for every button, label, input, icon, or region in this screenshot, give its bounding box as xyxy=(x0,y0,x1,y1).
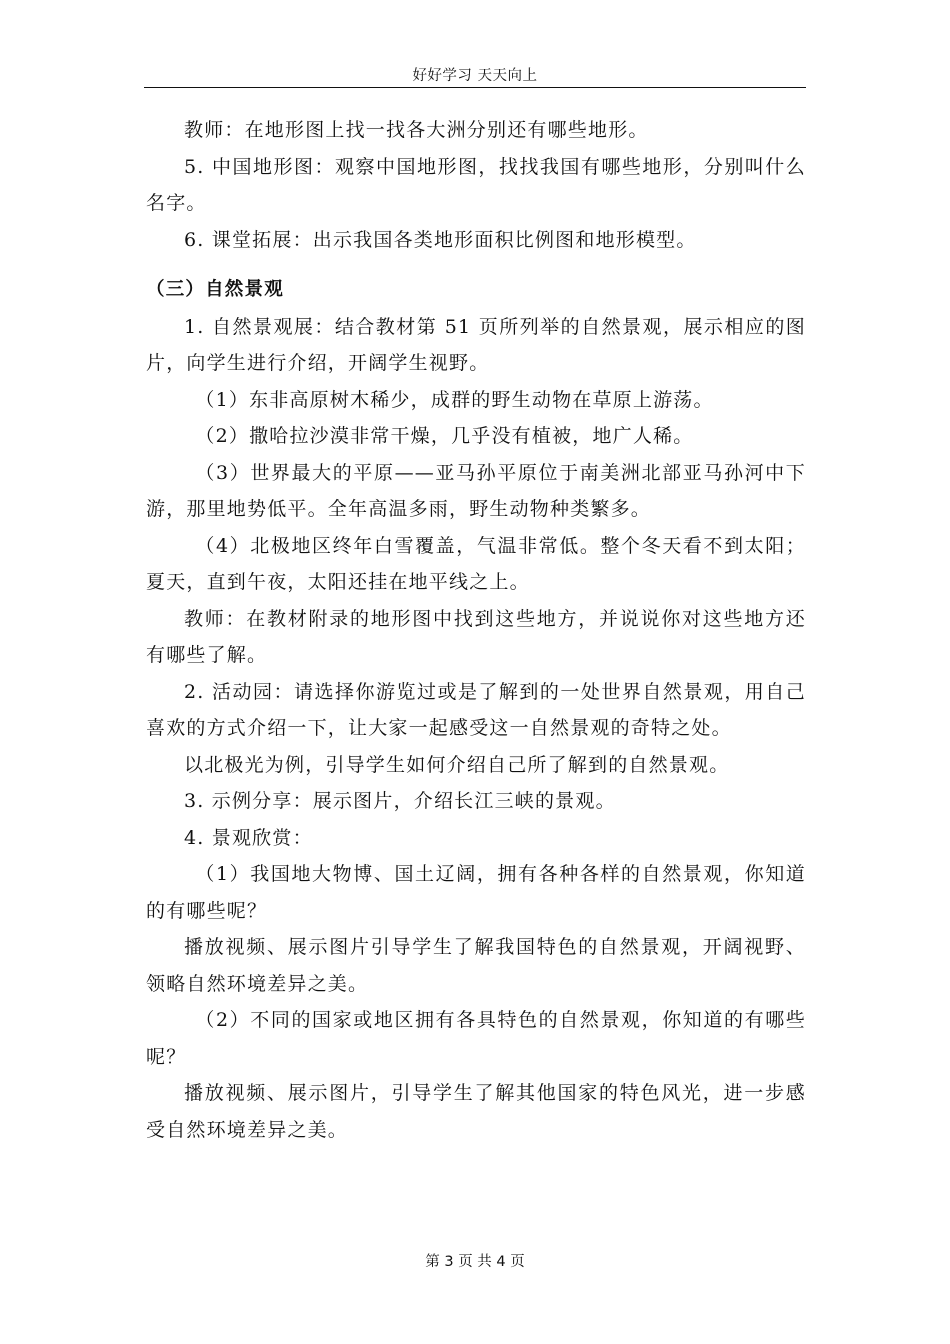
paragraph: 5. 中国地形图：观察中国地形图，找找我国有哪些地形，分别叫什么名字。 xyxy=(146,155,806,214)
paragraph: （4）北极地区终年白雪覆盖，气温非常低。整个冬天看不到太阳；夏天，直到午夜，太阳还挂在地平线之上。 xyxy=(146,534,806,593)
paragraph: 教师：在地形图上找一找各大洲分别还有哪些地形。 xyxy=(184,119,649,141)
paragraph: 播放视频、展示图片，引导学生了解其他国家的特色风光，进一步感受自然环境差异之美。 xyxy=(146,1082,806,1141)
paragraph: 播放视频、展示图片引导学生了解我国特色的自然景观，开阔视野、领略自然环境差异之美。 xyxy=(146,936,806,995)
paragraph: 以北极光为例，引导学生如何介绍自己所了解到的自然景观。 xyxy=(184,753,730,776)
paragraph: （2）不同的国家或地区拥有各具特色的自然景观，你知道的有哪些呢？ xyxy=(146,1009,806,1068)
paragraph: 2. 活动园：请选择你游览过或是了解到的一处世界自然景观，用自己喜欢的方式介绍一下，让大家一起感受这一自然景观的奇特之处。 xyxy=(146,680,806,739)
section-heading: （三）自然景观 xyxy=(146,279,284,300)
page-header: 好好学习 天天向上 xyxy=(412,68,538,84)
paragraph: 3. 示例分享：展示图片，介绍长江三峡的景观。 xyxy=(184,790,616,812)
document-body xyxy=(146,112,806,1148)
paragraph: （1）东非高原树木稀少，成群的野生动物在草原上游荡。 xyxy=(195,388,714,411)
paragraph: （3）世界最大的平原——亚马孙平原位于南美洲北部亚马孙河中下游，那里地势低平。全年高温多雨，野生动物种类繁多。 xyxy=(146,461,806,520)
paragraph: （1）我国地大物博、国土辽阔，拥有各种各样的自然景观，你知道的有哪些呢？ xyxy=(146,863,806,922)
paragraph: 1. 自然景观展：结合教材第 51 页所列举的自然景观，展示相应的图片，向学生进行介绍，开阔学生视野。 xyxy=(146,315,806,374)
paragraph: 6. 课堂拓展：出示我国各类地形面积比例图和地形模型。 xyxy=(184,228,697,251)
page-footer: 第 3 页 共 4 页 xyxy=(425,1254,525,1270)
paragraph: 4. 景观欣赏： xyxy=(184,826,313,849)
paragraph: 教师：在教材附录的地形图中找到这些地方，并说说你对这些地方还有哪些了解。 xyxy=(146,607,806,666)
header-divider xyxy=(144,87,806,88)
paragraph: （2）撒哈拉沙漠非常干燥，几乎没有植被，地广人稀。 xyxy=(195,425,694,447)
